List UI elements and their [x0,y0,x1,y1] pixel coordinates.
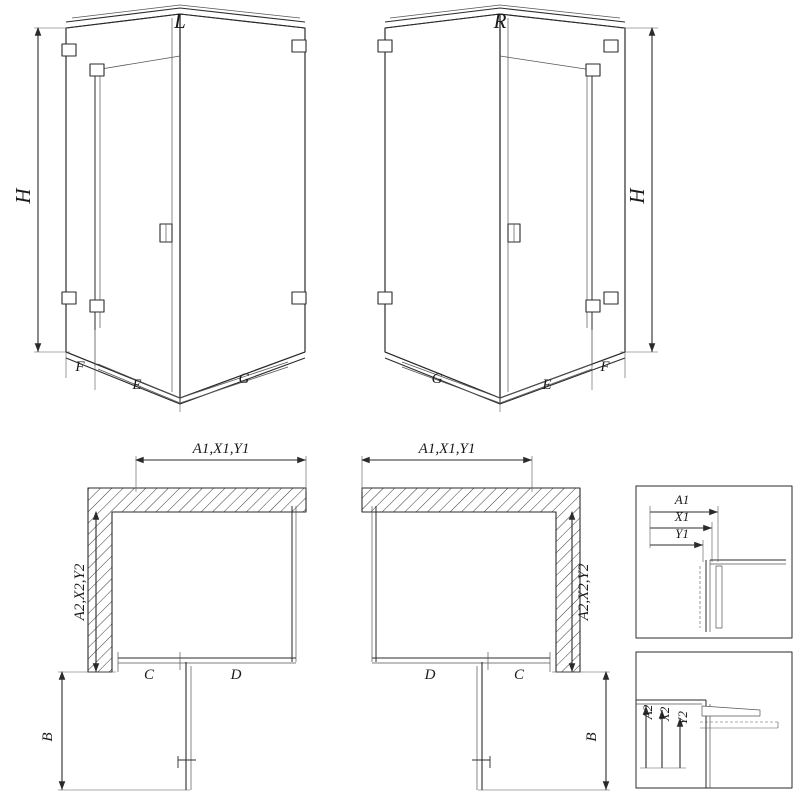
iso-view-left [34,5,306,412]
plan-right-side-dimension: A2,X2,Y2 [576,563,592,621]
detail-bottom-dim-a2: A2 [640,704,655,720]
plan-left-label-c: C [143,667,155,683]
plan-left-door-dimension: B [40,732,56,742]
iso-left-base-label-f: F [75,359,85,375]
iso-left-base-label-g: G [238,371,250,387]
detail-view-top [636,486,792,638]
plan-view-left [58,456,306,790]
iso-left-height-label: H [11,188,35,204]
detail-bottom-dim-y2: Y2 [675,711,690,725]
plan-right-label-d: D [424,667,436,683]
detail-top-dim-a1: A1 [674,492,690,507]
iso-view-right [378,5,658,412]
iso-right-base-label-g: G [431,371,443,387]
plan-left-top-dimension: A1,X1,Y1 [192,441,250,457]
iso-right-base-label-e: E [542,377,552,393]
plan-left-side-dimension: A2,X2,Y2 [72,563,88,621]
plan-left-label-d: D [230,667,242,683]
iso-right-height-label: H [625,188,649,204]
iso-right-corner-label: R [493,9,507,33]
iso-right-base-label-f: F [600,359,610,375]
iso-left-corner-label: L [174,9,186,33]
detail-top-dim-y1: Y1 [675,526,689,541]
detail-bottom-dim-x2: X2 [657,706,672,722]
plan-right-label-c: C [513,667,525,683]
detail-top-dim-x1: X1 [674,509,690,524]
plan-view-right [362,456,610,790]
plan-right-top-dimension: A1,X1,Y1 [418,441,476,457]
plan-right-door-dimension: B [584,732,600,742]
iso-left-base-label-e: E [132,377,142,393]
